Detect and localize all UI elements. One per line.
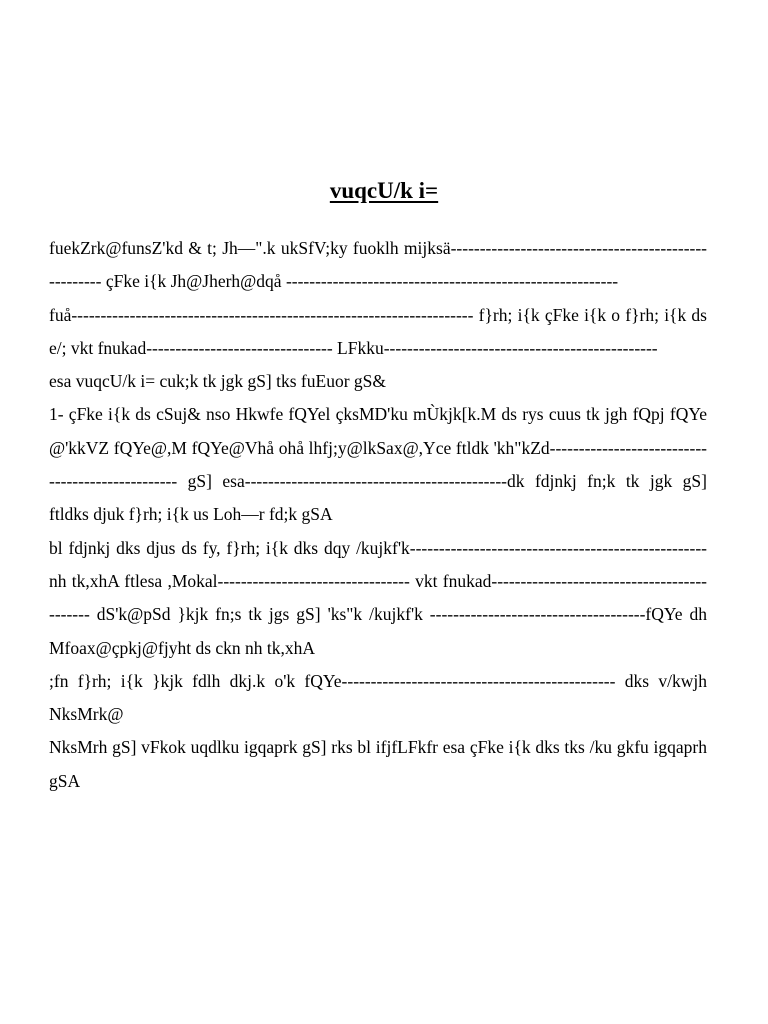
document-title: vuqcU/k i= (329, 178, 439, 203)
paragraph-intro: esa vuqcU/k i= cuk;k tk jgk gS] tks fuEuor gS& (49, 371, 386, 392)
paragraph-second-party: fuå--------------------------------------------------------------------- f}rh; i{k çFke i{k o f}rh; i{k ds e/; vkt fnukad-------------------------------- LFkku----------------------------------------------- (49, 304, 707, 358)
paragraph-incomplete: ;fn f}rh; i{k }kjk fdlh dkj.k o'k fQYe----------------------------------------------- dks v/kwjh NksMrk@ (49, 670, 707, 725)
document-body (49, 232, 707, 798)
paragraph-payment: bl fdjnkj dks djus ds fy, f}rh; i{k dks dqy /kujkf'k--------------------------------------------------- nh tk,xhA ftlesa ,Mokal--------------------------------- vkt fnukad-------------------------------------------- dS'k@pSd }kjk fn;s tk jgs gS] 'ks"k /kujkf'k -------------------------------------fQYe dh Mfoax@çpkj@fjyht ds ckn nh tk,xhA (49, 537, 707, 658)
paragraph-parties: fuekZrk@funsZ'kd & t; Jh—".k ukSfV;ky fuoklh mijksä----------------------------------------------------- çFke i{k Jh@Jherh@dqå --------------------------------------------------------- (49, 238, 707, 292)
paragraph-loss: NksMrh gS] vFkok uqdlku igqaprk gS] rks bl ifjfLFkfr esa çFke i{k dks tks /ku gkfu igqaprh gSA (49, 737, 707, 791)
paragraph-clause-1: 1- çFke i{k ds cSuj& nso Hkwfe fQYel çksMD'ku mÙkjk[k.M ds rys cuus tk jgh fQpj fQYe @'kkVZ fQYe@,M fQYe@Vhå ohå lhfj;y@lkSax@,Yce ftldk 'kh"kZd------------------------------------------------- gS] esa---------------------------------------------dk fdjnkj fn;k tk jgk gS] ftldks djuk f}rh; i{k us Loh—r fd;k gSA (49, 404, 707, 525)
